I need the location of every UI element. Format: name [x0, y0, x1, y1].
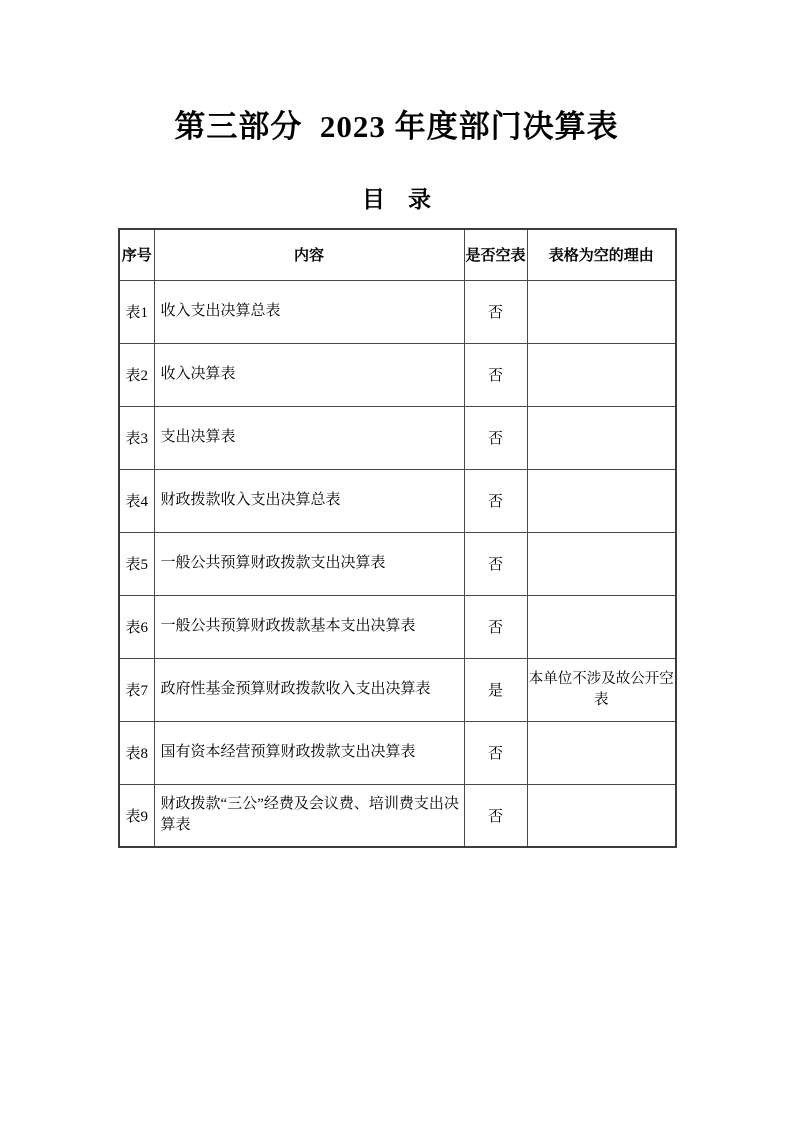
header-empty-flag: 是否空表 [464, 229, 527, 280]
row-serial: 表6 [119, 595, 154, 658]
row-content: 国有资本经营预算财政拨款支出决算表 [154, 721, 464, 784]
row-empty-reason [527, 469, 676, 532]
row-content: 支出决算表 [154, 406, 464, 469]
row-serial: 表9 [119, 784, 154, 847]
table-row [119, 784, 676, 847]
document-title: 第三部分 2023 年度部门决算表 [174, 109, 619, 144]
table-row [119, 532, 676, 595]
row-content: 一般公共预算财政拨款支出决算表 [154, 532, 464, 595]
row-empty-reason: 本单位不涉及故公开空表 [527, 658, 676, 721]
row-serial: 表5 [119, 532, 154, 595]
row-serial: 表7 [119, 658, 154, 721]
row-content: 收入决算表 [154, 343, 464, 406]
row-content: 一般公共预算财政拨款基本支出决算表 [154, 595, 464, 658]
table-header-row [119, 229, 676, 280]
row-content: 收入支出决算总表 [154, 280, 464, 343]
row-empty-flag: 否 [464, 406, 527, 469]
header-serial: 序号 [119, 229, 154, 280]
row-empty-flag: 否 [464, 784, 527, 847]
row-content: 政府性基金预算财政拨款收入支出决算表 [154, 658, 464, 721]
row-empty-flag: 否 [464, 343, 527, 406]
row-empty-reason [527, 280, 676, 343]
row-empty-flag: 否 [464, 721, 527, 784]
row-empty-flag: 否 [464, 469, 527, 532]
row-content: 财政拨款收入支出决算总表 [154, 469, 464, 532]
toc-table [118, 228, 677, 848]
row-empty-reason [527, 784, 676, 847]
row-empty-reason [527, 343, 676, 406]
row-empty-reason [527, 721, 676, 784]
row-empty-flag: 是 [464, 658, 527, 721]
header-content: 内容 [154, 229, 464, 280]
row-empty-reason [527, 595, 676, 658]
row-empty-flag: 否 [464, 532, 527, 595]
row-serial: 表2 [119, 343, 154, 406]
row-empty-flag: 否 [464, 595, 527, 658]
row-serial: 表8 [119, 721, 154, 784]
row-empty-flag: 否 [464, 280, 527, 343]
row-empty-reason [527, 406, 676, 469]
header-empty-reason: 表格为空的理由 [527, 229, 676, 280]
row-serial: 表4 [119, 469, 154, 532]
row-empty-reason [527, 532, 676, 595]
table-row [119, 658, 676, 721]
table-row [119, 595, 676, 658]
row-serial: 表1 [119, 280, 154, 343]
table-row [119, 721, 676, 784]
table-row [119, 343, 676, 406]
table-row [119, 280, 676, 343]
toc-heading: 目 录 [362, 186, 431, 212]
row-content: 财政拨款“三公”经费及会议费、培训费支出决算表 [154, 784, 464, 847]
table-row [119, 406, 676, 469]
row-serial: 表3 [119, 406, 154, 469]
table-row [119, 469, 676, 532]
